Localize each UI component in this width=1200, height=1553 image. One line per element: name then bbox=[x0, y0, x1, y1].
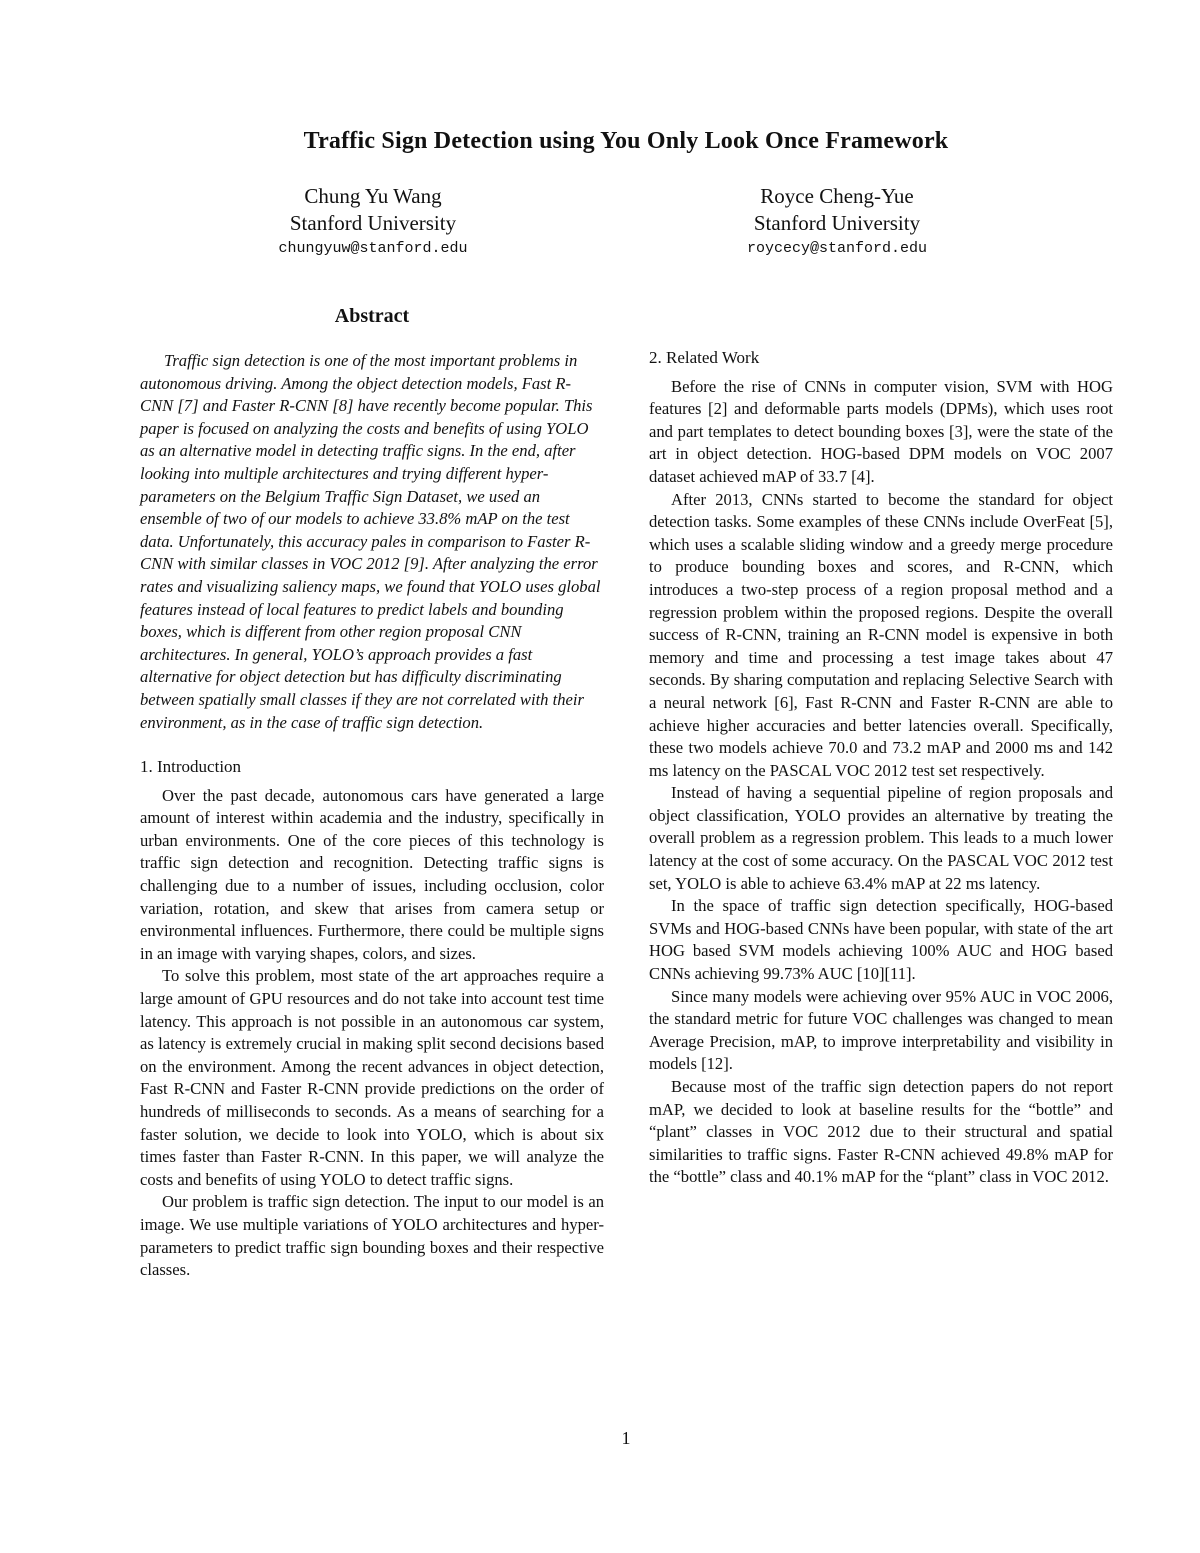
abstract-heading: Abstract bbox=[334, 305, 410, 327]
related-paragraph: In the space of traffic sign detection specifically, HOG-based SVMs and HOG-based CNNs have been popular, with state of the art HOG based SVM models achieving 100% AUC and HOG based CNNs achieving 99.73% AUC [10][11]. bbox=[649, 896, 1113, 984]
paper-title: Traffic Sign Detection using You Only Look Once Framework bbox=[303, 128, 949, 154]
left-column bbox=[140, 302, 604, 1282]
author-email: roycecy@stanford.edu bbox=[746, 240, 928, 257]
section-heading-related-work: 2. Related Work bbox=[649, 348, 760, 367]
author-email: chungyuw@stanford.edu bbox=[278, 240, 468, 257]
author-affiliation: Stanford University bbox=[753, 211, 921, 235]
related-paragraph: Since many models were achieving over 95% AUC in VOC 2006, the standard metric for future VOC challenges was changed to mean Average Precision, mAP, to improve interpretability and visibility in models [12]. bbox=[649, 986, 1113, 1074]
related-paragraph: Instead of having a sequential pipeline of region proposals and object classification, YOLO provides an alternative by treating the overall problem as a regression problem. This leads to a much lower latency at the cost of some accuracy. On the PASCAL VOC 2012 test set, YOLO is able to achieve 63.4% mAP at 22 ms latency. bbox=[649, 783, 1113, 893]
intro-paragraph: Over the past decade, autonomous cars have generated a large amount of interest within academia and the industry, specifically in urban environments. One of the core pieces of this technology is traffic sign detection and recognition. Detecting traffic signs is challenging due to a number of issues, including occlusion, color variation, rotation, and skew that arises from camera setup or environmental influences. Furthermore, there could be multiple signs in an image with varying shapes, colors, and sizes. bbox=[140, 785, 604, 963]
related-paragraph: Because most of the traffic sign detection papers do not report mAP, we decided to look at baseline results for the “bottle” and “plant” classes in VOC 2012 due to their structural and spatial similarities to traffic signs. Faster R-CNN achieved 49.8% mAP for the “bottle” class and 40.1% mAP for the “plant” class in VOC 2012. bbox=[649, 1077, 1113, 1187]
section-heading-introduction: 1. Introduction bbox=[140, 757, 242, 777]
author-affiliation: Stanford University bbox=[289, 211, 457, 235]
author-block-1 bbox=[163, 183, 583, 261]
author-name: Chung Yu Wang bbox=[304, 184, 442, 208]
author-name: Royce Cheng-Yue bbox=[760, 184, 914, 208]
abstract-text: Traffic sign detection is one of the most important problems in autonomous driving. Among the object detection models, Fast R-CNN [7] and Faster R-CNN [8] have recently become popular. This paper is focused on analyzing the costs and benefits of using YOLO as an alternative model in detecting traffic signs. In the end, after looking into multiple architectures and trying different hyper-parameters on the Belgium Traffic Sign Dataset, we used an ensemble of two of our models to achieve 33.8% mAP on the test data. Unfortunately, this accuracy pales in comparison to Faster R-CNN with similar classes in VOC 2012 [9]. After analyzing the error rates and visualizing saliency maps, we found that YOLO uses global features instead of local features to predict labels and bounding boxes, which is different from other region proposal CNN architectures. In general, YOLO’s approach provides a fast alternative for object detection but has difficulty discriminating between spatially small classes if they are not correlated with their environment, as in the case of traffic sign detection. bbox=[140, 351, 601, 732]
intro-paragraph: Our problem is traffic sign detection. The input to our model is an image. We use multiple variations of YOLO architectures and hyper-parameters to predict traffic sign bounding boxes and their respective classes. bbox=[140, 1192, 604, 1280]
related-paragraph: Before the rise of CNNs in computer vision, SVM with HOG features [2] and deformable parts models (DPMs), which uses root and part templates to detect bounding boxes [3], were the state of the art in object detection. HOG-based DPM models on VOC 2007 dataset achieved mAP of 33.7 [4]. bbox=[649, 376, 1113, 486]
intro-paragraph: To solve this problem, most state of the art approaches require a large amount of GPU resources and do not take into account test time latency. This approach is not possible in an autonomous car system, as latency is extremely crucial in making split second decisions based on the environment. Among the recent advances in object detection, Fast R-CNN and Faster R-CNN provide predictions on the order of hundreds of milliseconds to seconds. As a means of searching for a faster solution, we decide to look into YOLO, which is about six times faster than Faster R-CNN. In this paper, we will analyze the costs and benefits of using YOLO to detect traffic signs. bbox=[140, 966, 604, 1189]
author-block-2 bbox=[627, 183, 1047, 261]
related-paragraph: After 2013, CNNs started to become the standard for object detection tasks. Some examples of these CNNs include OverFeat [5], which uses a scalable sliding window and a greedy merge procedure to produce bounding boxes and scores, and R-CNN, which introduces a two-step process of a region proposal method and a regression problem within the proposed regions. Despite the overall success of R-CNN, training an R-CNN model is expensive in both memory and time and processing a test image takes about 47 seconds. By sharing computation and replacing Selective Search with a neural network [6], Fast R-CNN and Faster R-CNN are able to achieve higher accuracies and better latencies overall. Specifically, these two models achieve 70.0 and 73.2 mAP and 2000 ms and 142 ms latency on the PASCAL VOC 2012 test set respectively. bbox=[649, 489, 1113, 780]
page-number: 1 bbox=[621, 1428, 631, 1448]
right-column bbox=[649, 347, 1113, 1189]
